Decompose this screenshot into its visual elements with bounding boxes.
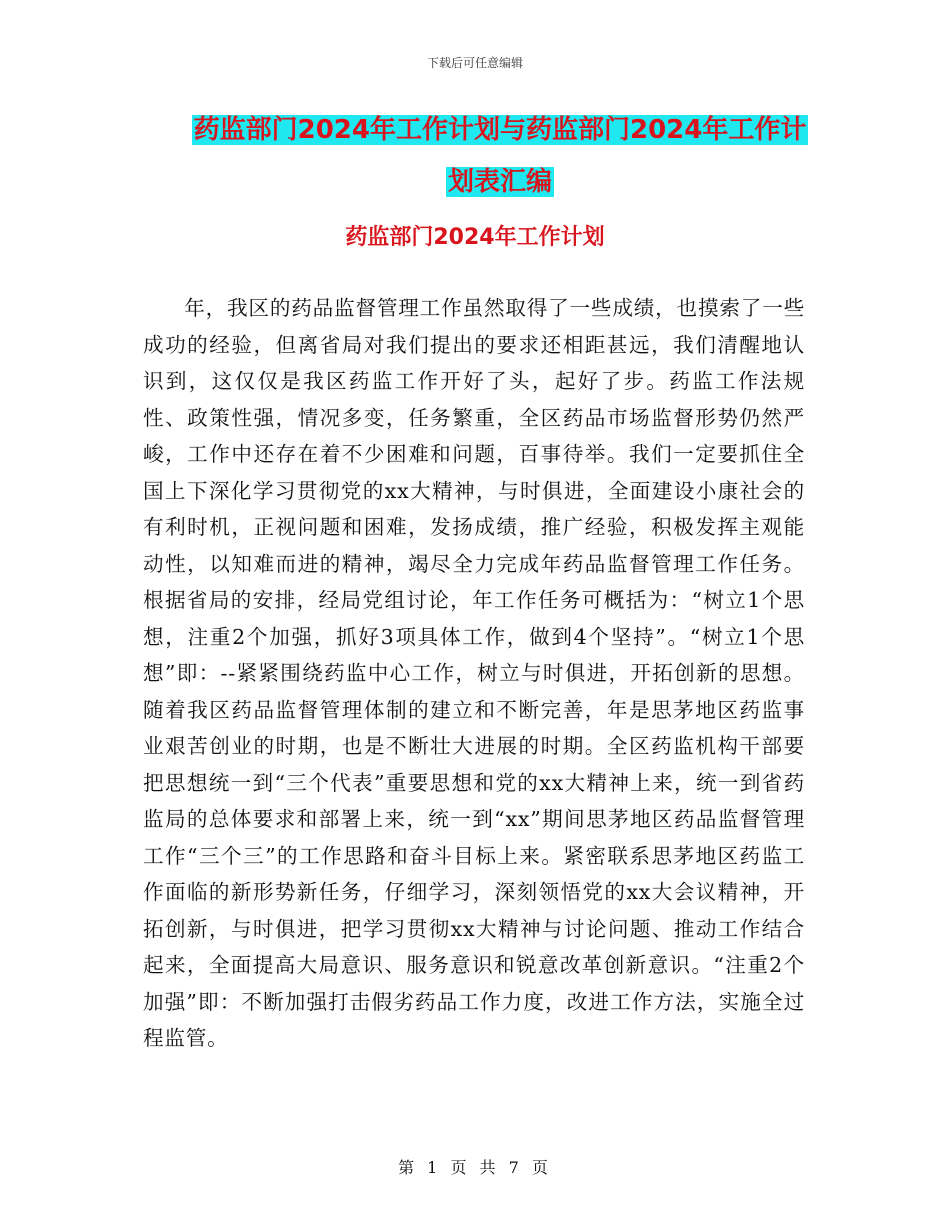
header-note: 下载后可任意编辑 (426, 56, 523, 70)
document-title-line-1: 药监部门2024年工作计划与药监部门2024年工作计 (193, 115, 807, 145)
page-number: 第 1 页 共 7 页 (398, 1158, 552, 1177)
section-title: 药监部门2024年工作计划 (345, 225, 605, 250)
document-title (150, 104, 850, 208)
body-paragraph: 年，我区的药品监督管理工作虽然取得了一些成绩，也摸索了一些成功的经验，但离省局对我们提出的要求还相距甚远，我们清醒地认识到，这仅仅是我区药监工作开好了头，起好了步。药监工作法规性、政策性强，情况多变，任务繁重，全区药品市场监督形势仍然严峻，工作中还存在着不少困难和问题，百事待举。我们一定要抓住全国上下深化学习贯彻党的xx大精神，与时俱进，全面建设小康社会的有利时机，正视问题和困难，发扬成绩，推广经验，积极发挥主观能动性，以知难而进的精神，竭尽全力完成年药品监督管理工作任务。根据省局的安排，经局党组讨论，年工作任务可概括为：“树立1个思想，注重2个加强，抓好3项具体工作，做到4个坚持”。“树立1个思想”即：--紧紧围绕药监中心工作，树立与时俱进，开拓创新的思想。随着我区药品监督管理体制的建立和不断完善，年是思茅地区药监事业艰苦创业的时期，也是不断壮大进展的时期。全区药监机构干部要把思想统一到“三个代表”重要思想和党的xx大精神上来，统一到省药监局的总体要求和部署上来，统一到“xx”期间思茅地区药品监督管理工作“三个三”的工作思路和奋斗目标上来。紧密联系思茅地区药监工作面临的新形势新任务，仔细学习，深刻领悟党的xx大会议精神，开拓创新，与时俱进，把学习贯彻xx大精神与讨论问题、推动工作结合起来，全面提高大局意识、服务意识和锐意改革创新意识。“注重2个加强”即：不断加强打击假劣药品工作力度，改进工作方法，实施全过程监管。 (143, 296, 805, 1050)
document-title-line-2: 划表汇编 (447, 167, 552, 197)
